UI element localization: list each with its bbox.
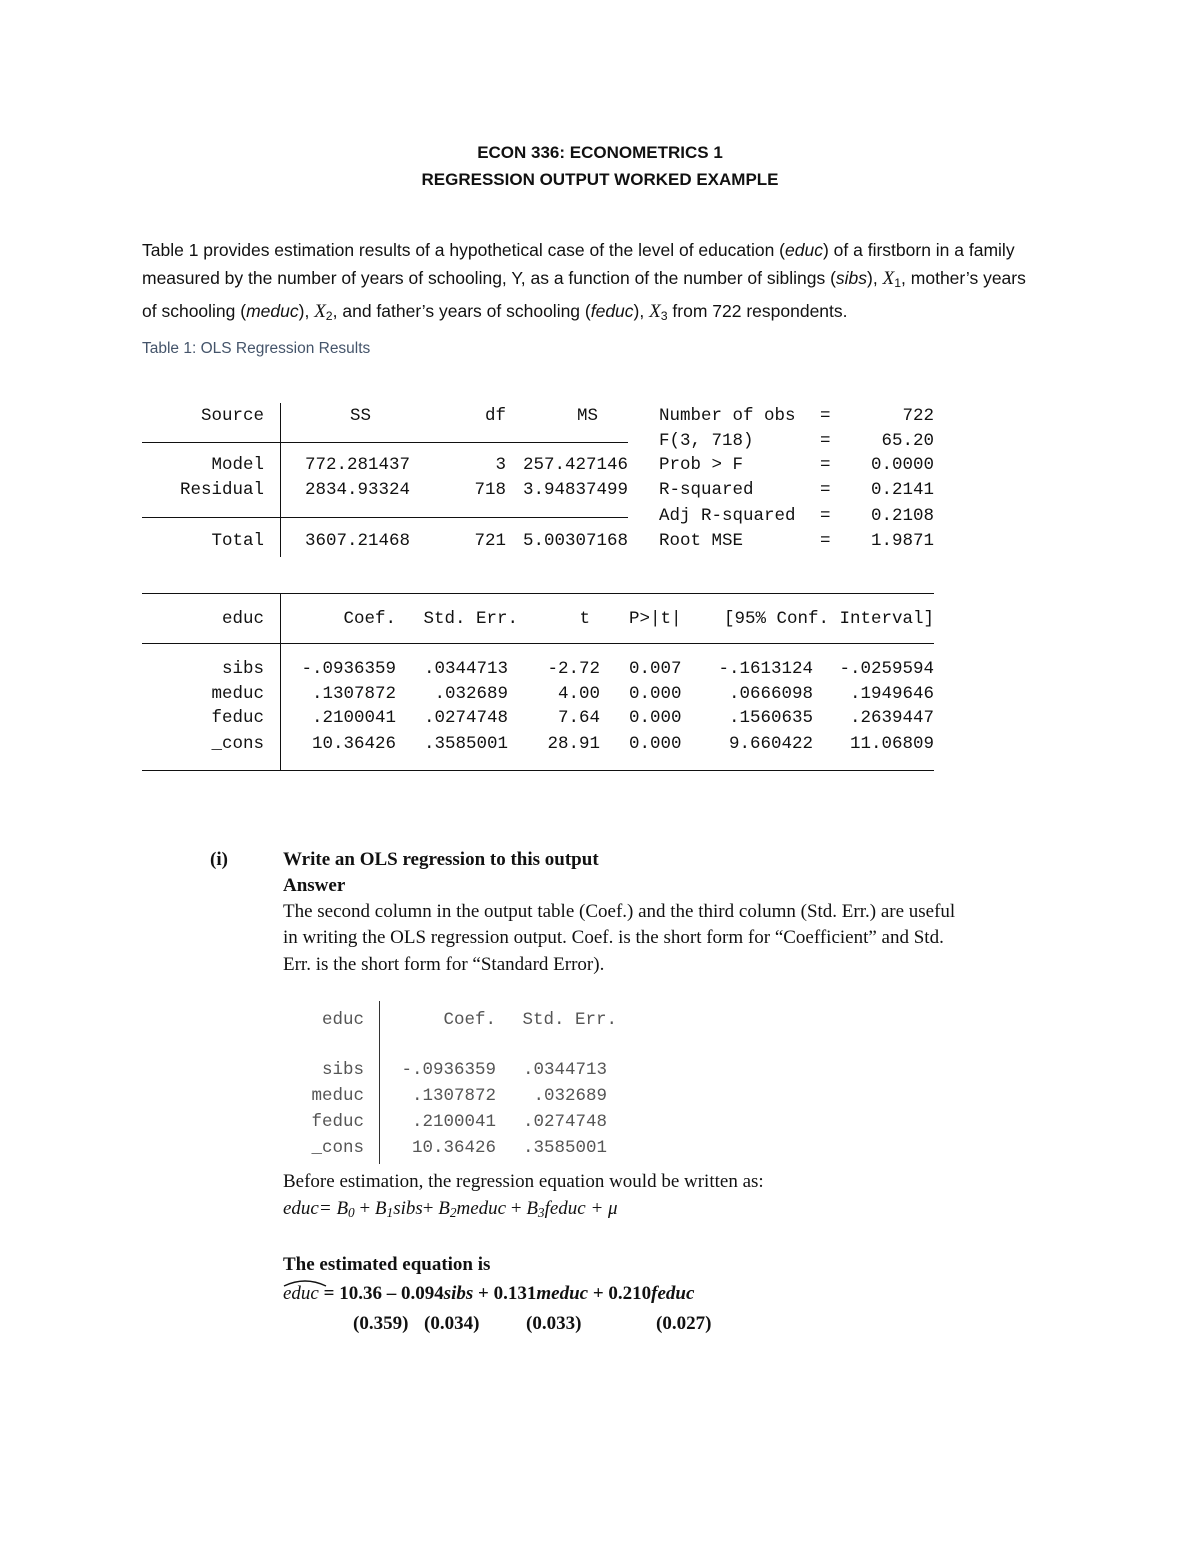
- eq-error-term: + μ: [585, 1198, 618, 1219]
- answer-paragraph-line-2: in writing the OLS regression output. Coef. is the short form for “Coefficient” and Std.: [283, 927, 944, 948]
- stat-eq-probf: =: [820, 455, 831, 475]
- anova-row-model-source: Model: [211, 455, 264, 475]
- coef-row-meduc-ci-high: .1949646: [849, 684, 934, 704]
- coef-row-cons-ci-low: 9.660422: [728, 734, 813, 754]
- excerpt-row-sibs-se: .0344713: [522, 1060, 607, 1080]
- anova-total-rule: [142, 517, 628, 518]
- coef-row-cons-coef: 10.36426: [311, 734, 396, 754]
- eq-b1: B: [374, 1198, 387, 1219]
- estimated-equation: [283, 1283, 694, 1305]
- intro-line-1: Table 1 provides estimation results of a hypothetical case of the level of education (educ) of a firstborn in a family: [142, 240, 1015, 260]
- excerpt-row-cons-se: .3585001: [522, 1138, 607, 1158]
- excerpt-row-meduc-coef: .1307872: [411, 1086, 496, 1106]
- coef-row-cons-t: 28.91: [547, 734, 600, 754]
- intro-line-3: of schooling (meduc), $X_2$, and father’s years of schooling (feduc), $X_3$ from 722 respondents.: [142, 301, 848, 323]
- anova-header-ms: MS: [576, 406, 598, 426]
- estimated-coef-feduc: + 0.210: [588, 1283, 652, 1304]
- estimated-equation-label: The estimated equation is: [283, 1254, 491, 1275]
- estimated-coef-meduc: + 0.131: [473, 1283, 537, 1304]
- eq-b3: B: [526, 1198, 538, 1219]
- stat-value-rmse: 1.9871: [870, 531, 934, 551]
- stat-eq-f: =: [820, 431, 831, 451]
- excerpt-header-se: Std. Err.: [522, 1010, 617, 1030]
- coef-header-se: Std. Err.: [423, 609, 518, 629]
- coef-bottom-rule: [142, 770, 934, 771]
- stat-eq-rsq: =: [820, 480, 831, 500]
- eq-plus-1: +: [354, 1198, 375, 1219]
- coef-row-meduc-t: 4.00: [557, 684, 600, 704]
- coef-header-p: P>|t|: [629, 609, 682, 629]
- before-estimation-text: Before estimation, the regression equation would be written as:: [283, 1171, 764, 1192]
- anova-row-model-ss: 772.281437: [305, 455, 411, 475]
- stat-value-rsq: 0.2141: [870, 480, 934, 500]
- intro-line-2: measured by the number of years of schooling, Y, as a function of the number of siblings (sibs), $X_1$, mother’s years: [142, 268, 1026, 290]
- table-caption: Table 1: OLS Regression Results: [142, 340, 371, 357]
- coef-row-cons-p: 0.000: [629, 734, 682, 754]
- coef-top-rule: [142, 593, 934, 594]
- stat-label-probf: Prob > F: [659, 455, 744, 475]
- coef-row-sibs-ci-high: -.0259594: [839, 659, 934, 679]
- coef-row-feduc-coef: .2100041: [311, 708, 396, 728]
- stat-value-f: 65.20: [881, 431, 934, 451]
- coef-header-coef: Coef.: [343, 609, 396, 629]
- coef-row-feduc-se: .0274748: [423, 708, 508, 728]
- coef-row-sibs-se: .0344713: [423, 659, 508, 679]
- anova-header-df: df: [484, 406, 506, 426]
- eq-meduc: meduc: [456, 1198, 507, 1219]
- excerpt-row-feduc-var: feduc: [311, 1112, 364, 1132]
- question-number: (i): [210, 849, 228, 870]
- eq-b3-sub: 3: [537, 1205, 545, 1220]
- eq-b0: B: [336, 1198, 349, 1219]
- stat-value-nobs: 722: [902, 406, 934, 426]
- se-sibs: (0.034): [424, 1313, 480, 1334]
- coef-row-sibs-var: sibs: [221, 659, 264, 679]
- anova-header-rule: [142, 442, 628, 443]
- anova-row-model-ms: 257.427146: [522, 455, 628, 475]
- excerpt-row-meduc-se: .032689: [533, 1086, 607, 1106]
- anova-row-residual-ms: 3.94837499: [522, 480, 628, 500]
- coef-row-feduc-ci-low: .1560635: [728, 708, 813, 728]
- excerpt-row-feduc-se: .0274748: [522, 1112, 607, 1132]
- excerpt-row-feduc-coef: .2100041: [411, 1112, 496, 1132]
- hat-accent-icon: [283, 1278, 327, 1287]
- document-title: ECON 336: ECONOMETRICS 1: [477, 143, 723, 162]
- coef-row-meduc-p: 0.000: [629, 684, 682, 704]
- stat-eq-rmse: =: [820, 531, 831, 551]
- eq-b2: B: [438, 1198, 450, 1219]
- eq-b2-sub: 2: [449, 1205, 457, 1220]
- excerpt-header-var: educ: [321, 1010, 364, 1030]
- excerpt-header-coef: Coef.: [443, 1010, 496, 1030]
- coef-header-ci: [95% Conf. Interval]: [723, 609, 934, 629]
- se-intercept: (0.359): [353, 1313, 409, 1334]
- eq-feduc: feduc: [544, 1198, 586, 1219]
- se-feduc: (0.027): [656, 1313, 712, 1334]
- estimated-var-feduc: feduc: [651, 1283, 695, 1304]
- intro-paragraph: [142, 236, 1062, 330]
- estimated-lhs: educ: [283, 1283, 319, 1304]
- eq-plus-3: +: [506, 1198, 527, 1219]
- eq-lhs: educ=: [283, 1198, 332, 1219]
- excerpt-vertical-rule: [379, 1001, 380, 1164]
- anova-row-model-df: 3: [495, 455, 506, 475]
- answer-paragraph-line-1: The second column in the output table (Coef.) and the third column (Std. Err.) are useful: [283, 901, 956, 922]
- excerpt-row-cons-coef: 10.36426: [411, 1138, 496, 1158]
- coef-header-t: t: [579, 609, 590, 629]
- anova-row-residual-df: 718: [474, 480, 506, 500]
- eq-plus-2: +: [422, 1198, 439, 1219]
- excerpt-row-sibs-var: sibs: [321, 1060, 364, 1080]
- stat-label-rsq: R-squared: [659, 480, 754, 500]
- coef-header-rule: [142, 643, 934, 644]
- population-equation: [283, 1198, 618, 1221]
- anova-header-ss: SS: [350, 406, 372, 426]
- estimated-var-meduc: meduc: [536, 1283, 589, 1304]
- stat-label-rmse: Root MSE: [659, 531, 744, 551]
- eq-b1-sub: 1: [386, 1205, 394, 1220]
- anova-row-total-ms: 5.00307168: [522, 531, 628, 551]
- coef-row-feduc-t: 7.64: [557, 708, 600, 728]
- coef-row-meduc-coef: .1307872: [311, 684, 396, 704]
- stat-value-probf: 0.0000: [870, 455, 934, 475]
- eq-b0-sub: 0: [348, 1205, 355, 1220]
- coef-row-cons-var: _cons: [211, 734, 264, 754]
- coef-row-meduc-var: meduc: [211, 684, 264, 704]
- stat-eq-adjrsq: =: [820, 506, 831, 526]
- coef-row-meduc-se: .032689: [434, 684, 508, 704]
- answer-label: Answer: [283, 875, 346, 896]
- se-meduc: (0.033): [526, 1313, 582, 1334]
- estimated-var-sibs: sibs: [443, 1283, 474, 1304]
- stat-label-adjrsq: Adj R-squared: [659, 506, 796, 526]
- eq-sibs: sibs: [393, 1198, 423, 1219]
- coef-vertical-rule: [280, 593, 281, 771]
- stat-eq-nobs: =: [820, 406, 831, 426]
- answer-paragraph-line-3: Err. is the short form for “Standard Error).: [283, 954, 605, 975]
- stat-value-adjrsq: 0.2108: [870, 506, 934, 526]
- excerpt-row-cons-var: _cons: [311, 1138, 364, 1158]
- estimated-intercept: = 10.36 – 0.094: [318, 1283, 444, 1304]
- coef-row-sibs-ci-low: -.1613124: [718, 659, 813, 679]
- document-subtitle: REGRESSION OUTPUT WORKED EXAMPLE: [421, 170, 779, 189]
- excerpt-row-sibs-coef: -.0936359: [401, 1060, 496, 1080]
- coef-row-sibs-t: -2.72: [547, 659, 600, 679]
- coef-row-cons-se: .3585001: [423, 734, 508, 754]
- coef-row-meduc-ci-low: .0666098: [728, 684, 813, 704]
- anova-header-source: Source: [200, 406, 264, 426]
- anova-row-total-df: 721: [474, 531, 506, 551]
- anova-row-total-ss: 3607.21468: [305, 531, 411, 551]
- coef-header-var: educ: [221, 609, 264, 629]
- coef-row-feduc-p: 0.000: [629, 708, 682, 728]
- excerpt-row-meduc-var: meduc: [311, 1086, 364, 1106]
- coef-row-feduc-var: feduc: [211, 708, 264, 728]
- anova-row-residual-ss: 2834.93324: [305, 480, 411, 500]
- coef-row-cons-ci-high: 11.06809: [849, 734, 934, 754]
- anova-row-residual-source: Residual: [179, 480, 264, 500]
- educ-hat: [283, 1283, 319, 1305]
- coef-row-sibs-p: 0.007: [629, 659, 682, 679]
- coef-row-feduc-ci-high: .2639447: [849, 708, 934, 728]
- stat-label-nobs: Number of obs: [659, 406, 796, 426]
- anova-row-total-source: Total: [211, 531, 264, 551]
- stat-label-f: F(3, 718): [659, 431, 754, 451]
- anova-vertical-rule: [280, 403, 281, 557]
- coef-row-sibs-coef: -.0936359: [301, 659, 396, 679]
- question-prompt: Write an OLS regression to this output: [283, 849, 599, 870]
